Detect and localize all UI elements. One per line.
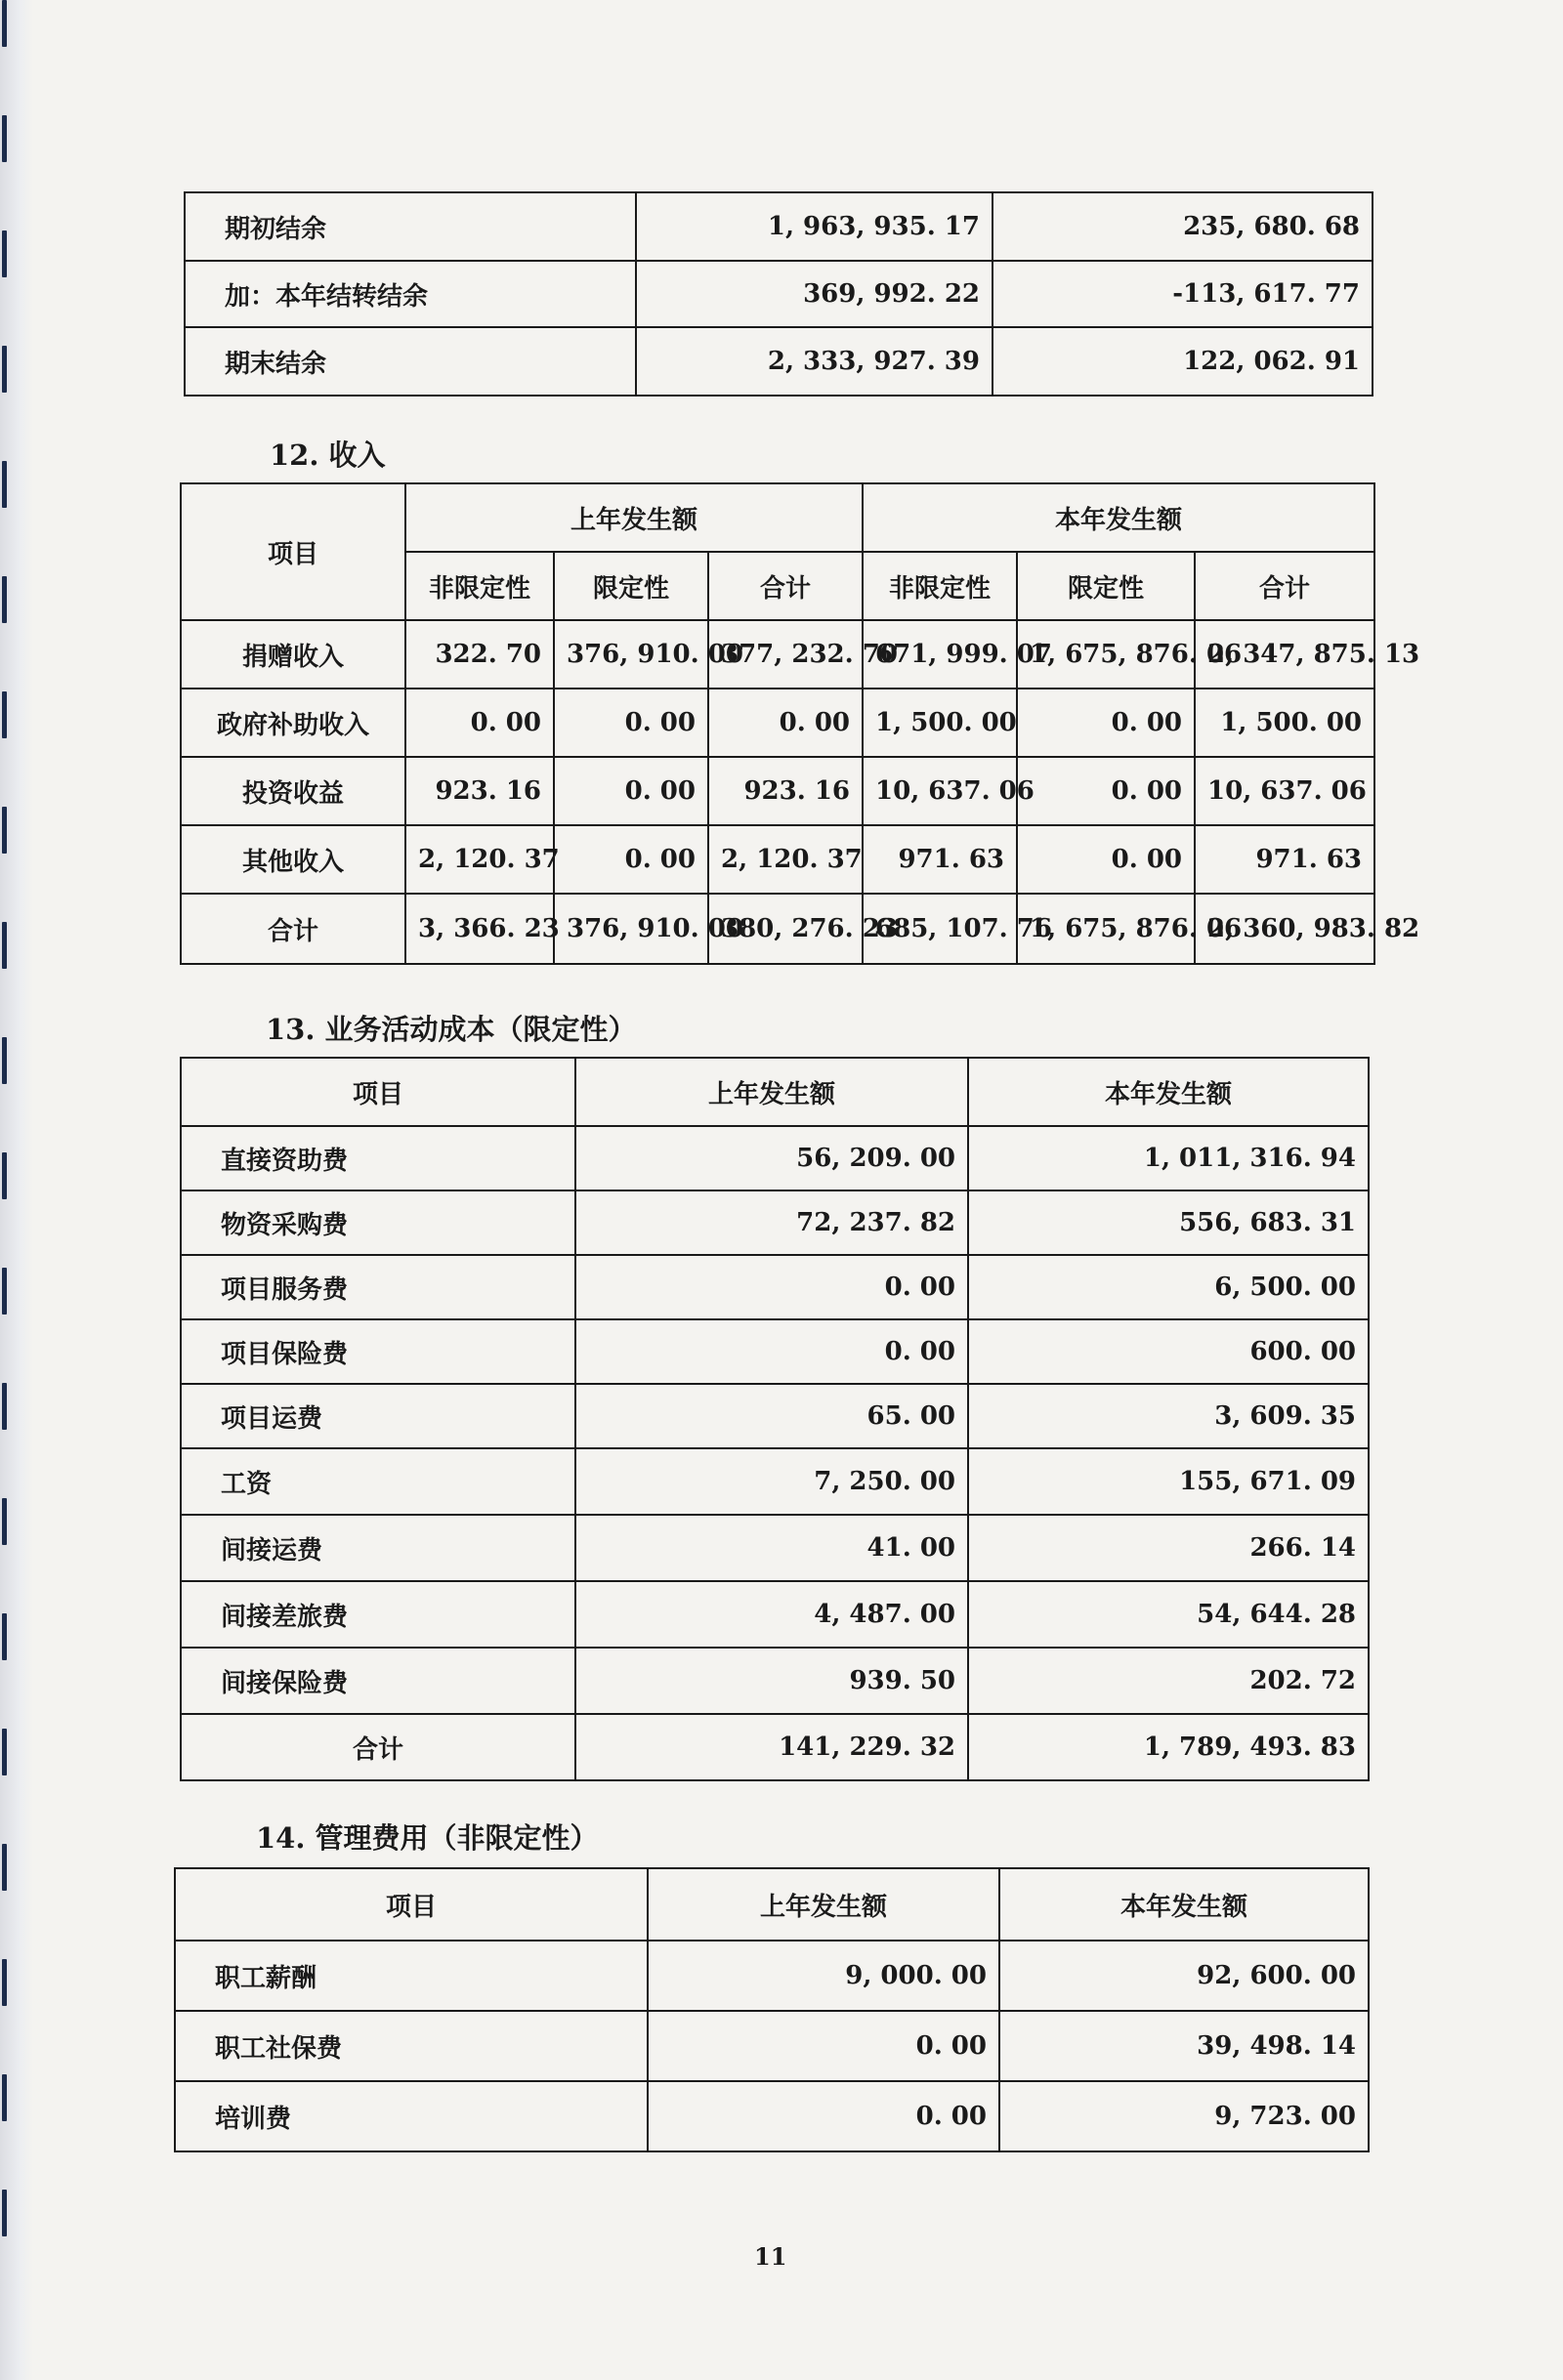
- curr-year-value: 9, 723. 00: [999, 2081, 1369, 2151]
- cell-value: 923. 16: [405, 757, 554, 825]
- prev-year-value: 1, 963, 935. 17: [636, 192, 993, 261]
- row-label: 投资收益: [181, 757, 405, 825]
- row-label: 工资: [181, 1448, 575, 1515]
- section-heading-business-cost: 13. 业务活动成本（限定性）: [266, 1013, 637, 1046]
- table-row: [181, 620, 1374, 689]
- cell-value: 685, 107. 76: [863, 894, 1017, 964]
- curr-year-value: 3, 609. 35: [968, 1384, 1369, 1448]
- cell-value: 380, 276. 23: [708, 894, 863, 964]
- header-curr-year: 本年发生额: [863, 483, 1374, 552]
- cell-value: 322. 70: [405, 620, 554, 689]
- row-label: 培训费: [175, 2081, 648, 2151]
- row-label: 项目运费: [181, 1384, 575, 1448]
- table-row: [181, 1190, 1369, 1255]
- prev-year-value: 65. 00: [575, 1384, 968, 1448]
- table-row: [181, 757, 1374, 825]
- prev-year-value: 41. 00: [575, 1515, 968, 1581]
- row-label: 合计: [181, 1714, 575, 1780]
- curr-year-value: 556, 683. 31: [968, 1190, 1369, 1255]
- header-restricted: 限定性: [554, 552, 708, 620]
- row-label: 间接保险费: [181, 1648, 575, 1714]
- cell-value: 1, 500. 00: [863, 689, 1017, 757]
- table-header-row: [181, 1058, 1369, 1126]
- cell-value: 923. 16: [708, 757, 863, 825]
- cell-value: 377, 232. 70: [708, 620, 863, 689]
- binding-mark: [2, 1383, 7, 1430]
- prev-year-value: 141, 229. 32: [575, 1714, 968, 1780]
- binding-mark: [2, 461, 7, 508]
- header-prev-year: 上年发生额: [575, 1058, 968, 1126]
- cell-value: 1, 500. 00: [1195, 689, 1374, 757]
- table-row: [181, 1126, 1369, 1190]
- header-item: 项目: [175, 1868, 648, 1941]
- header-curr-year: 本年发生额: [999, 1868, 1369, 1941]
- binding-mark: [2, 1498, 7, 1545]
- prev-year-value: 4, 487. 00: [575, 1581, 968, 1648]
- cell-value: 0. 00: [708, 689, 863, 757]
- prev-year-value: 72, 237. 82: [575, 1190, 968, 1255]
- row-label: 职工社保费: [175, 2011, 648, 2081]
- cell-value: 671, 999. 07: [863, 620, 1017, 689]
- table-row: [181, 1515, 1369, 1581]
- prev-year-value: 9, 000. 00: [648, 1941, 999, 2011]
- table-row: [181, 1648, 1369, 1714]
- curr-year-value: 155, 671. 09: [968, 1448, 1369, 1515]
- row-label: 直接资助费: [181, 1126, 575, 1190]
- row-label: 期初结余: [185, 192, 636, 261]
- cell-value: 0. 00: [1017, 757, 1195, 825]
- header-total: 合计: [708, 552, 863, 620]
- curr-year-value: 92, 600. 00: [999, 1941, 1369, 2011]
- cell-value: 1, 675, 876. 06: [1017, 620, 1195, 689]
- curr-year-value: 235, 680. 68: [993, 192, 1373, 261]
- binding-mark: [2, 1959, 7, 2006]
- binding-mark: [2, 691, 7, 738]
- curr-year-value: 600. 00: [968, 1319, 1369, 1384]
- binding-mark: [2, 2190, 7, 2236]
- binding-mark: [2, 2074, 7, 2121]
- cell-value: 2, 120. 37: [405, 825, 554, 894]
- row-label: 捐赠收入: [181, 620, 405, 689]
- prev-year-value: 939. 50: [575, 1648, 968, 1714]
- table-row: [175, 2081, 1369, 2151]
- prev-year-value: 56, 209. 00: [575, 1126, 968, 1190]
- cell-value: 10, 637. 06: [863, 757, 1017, 825]
- cell-value: 0. 00: [554, 689, 708, 757]
- prev-year-value: 0. 00: [575, 1319, 968, 1384]
- table-row: [175, 2011, 1369, 2081]
- table-row: [185, 327, 1373, 396]
- cell-value: 0. 00: [1017, 825, 1195, 894]
- binding-edge: [0, 0, 33, 2380]
- binding-mark: [2, 576, 7, 623]
- cell-value: 2, 120. 37: [708, 825, 863, 894]
- table-row: [181, 1255, 1369, 1319]
- curr-year-value: 202. 72: [968, 1648, 1369, 1714]
- row-label: 合计: [181, 894, 405, 964]
- table-row: [181, 689, 1374, 757]
- binding-mark: [2, 1844, 7, 1891]
- binding-mark: [2, 230, 7, 277]
- cell-value: 3, 366. 23: [405, 894, 554, 964]
- table-header-row: [181, 483, 1374, 552]
- binding-mark: [2, 1729, 7, 1775]
- balance-table: [184, 191, 1373, 397]
- binding-mark: [2, 807, 7, 854]
- row-label: 其他收入: [181, 825, 405, 894]
- business-cost-table: [180, 1057, 1370, 1781]
- curr-year-value: 1, 789, 493. 83: [968, 1714, 1369, 1780]
- section-heading-income: 12. 收入: [270, 438, 386, 472]
- cell-value: 2, 347, 875. 13: [1195, 620, 1374, 689]
- section-heading-admin-expense: 14. 管理费用（非限定性）: [256, 1821, 599, 1855]
- table-row: [185, 261, 1373, 327]
- table-row: [181, 1384, 1369, 1448]
- header-total: 合计: [1195, 552, 1374, 620]
- prev-year-value: 369, 992. 22: [636, 261, 993, 327]
- table-row: [181, 1319, 1369, 1384]
- header-unrestricted: 非限定性: [405, 552, 554, 620]
- prev-year-value: 2, 333, 927. 39: [636, 327, 993, 396]
- income-table: [180, 482, 1420, 965]
- curr-year-value: 1, 011, 316. 94: [968, 1126, 1369, 1190]
- cell-value: 0. 00: [554, 757, 708, 825]
- row-label: 加：本年结转结余: [185, 261, 636, 327]
- row-label: 项目服务费: [181, 1255, 575, 1319]
- header-prev-year: 上年发生额: [405, 483, 863, 552]
- binding-mark: [2, 1613, 7, 1660]
- binding-mark: [2, 922, 7, 969]
- row-label: 物资采购费: [181, 1190, 575, 1255]
- cell-value: 0. 00: [405, 689, 554, 757]
- curr-year-value: 6, 500. 00: [968, 1255, 1369, 1319]
- curr-year-value: 266. 14: [968, 1515, 1369, 1581]
- cell-value: 1, 675, 876. 06: [1017, 894, 1195, 964]
- cell-value: 2, 360, 983. 82: [1195, 894, 1374, 964]
- table-row: [181, 1581, 1369, 1648]
- header-item: 项目: [181, 483, 405, 620]
- table-total-row: [181, 1714, 1369, 1780]
- table-row: [181, 825, 1374, 894]
- curr-year-value: 122, 062. 91: [993, 327, 1373, 396]
- row-label: 项目保险费: [181, 1319, 575, 1384]
- admin-expense-table: [174, 1867, 1370, 2152]
- binding-mark: [2, 115, 7, 162]
- curr-year-value: 54, 644. 28: [968, 1581, 1369, 1648]
- table-row: [181, 1448, 1369, 1515]
- row-label: 间接差旅费: [181, 1581, 575, 1648]
- prev-year-value: 0. 00: [648, 2081, 999, 2151]
- cell-value: 376, 910. 00: [554, 620, 708, 689]
- cell-value: 971. 63: [863, 825, 1017, 894]
- table-row: [185, 192, 1373, 261]
- cell-value: 0. 00: [554, 825, 708, 894]
- prev-year-value: 0. 00: [648, 2011, 999, 2081]
- header-item: 项目: [181, 1058, 575, 1126]
- prev-year-value: 7, 250. 00: [575, 1448, 968, 1515]
- curr-year-value: 39, 498. 14: [999, 2011, 1369, 2081]
- header-restricted: 限定性: [1017, 552, 1195, 620]
- cell-value: 971. 63: [1195, 825, 1374, 894]
- cell-value: 0. 00: [1017, 689, 1195, 757]
- header-prev-year: 上年发生额: [648, 1868, 999, 1941]
- binding-mark: [2, 0, 7, 47]
- binding-mark: [2, 1152, 7, 1199]
- header-unrestricted: 非限定性: [863, 552, 1017, 620]
- curr-year-value: -113, 617. 77: [993, 261, 1373, 327]
- prev-year-value: 0. 00: [575, 1255, 968, 1319]
- binding-mark: [2, 1268, 7, 1315]
- page-number: 11: [754, 2242, 787, 2271]
- row-label: 期末结余: [185, 327, 636, 396]
- row-label: 职工薪酬: [175, 1941, 648, 2011]
- binding-mark: [2, 1037, 7, 1084]
- table-row: [175, 1941, 1369, 2011]
- row-label: 间接运费: [181, 1515, 575, 1581]
- binding-mark: [2, 346, 7, 393]
- row-label: 政府补助收入: [181, 689, 405, 757]
- cell-value: 376, 910. 00: [554, 894, 708, 964]
- header-curr-year: 本年发生额: [968, 1058, 1369, 1126]
- cell-value: 10, 637. 06: [1195, 757, 1374, 825]
- table-total-row: [181, 894, 1374, 964]
- table-header-row: [175, 1868, 1369, 1941]
